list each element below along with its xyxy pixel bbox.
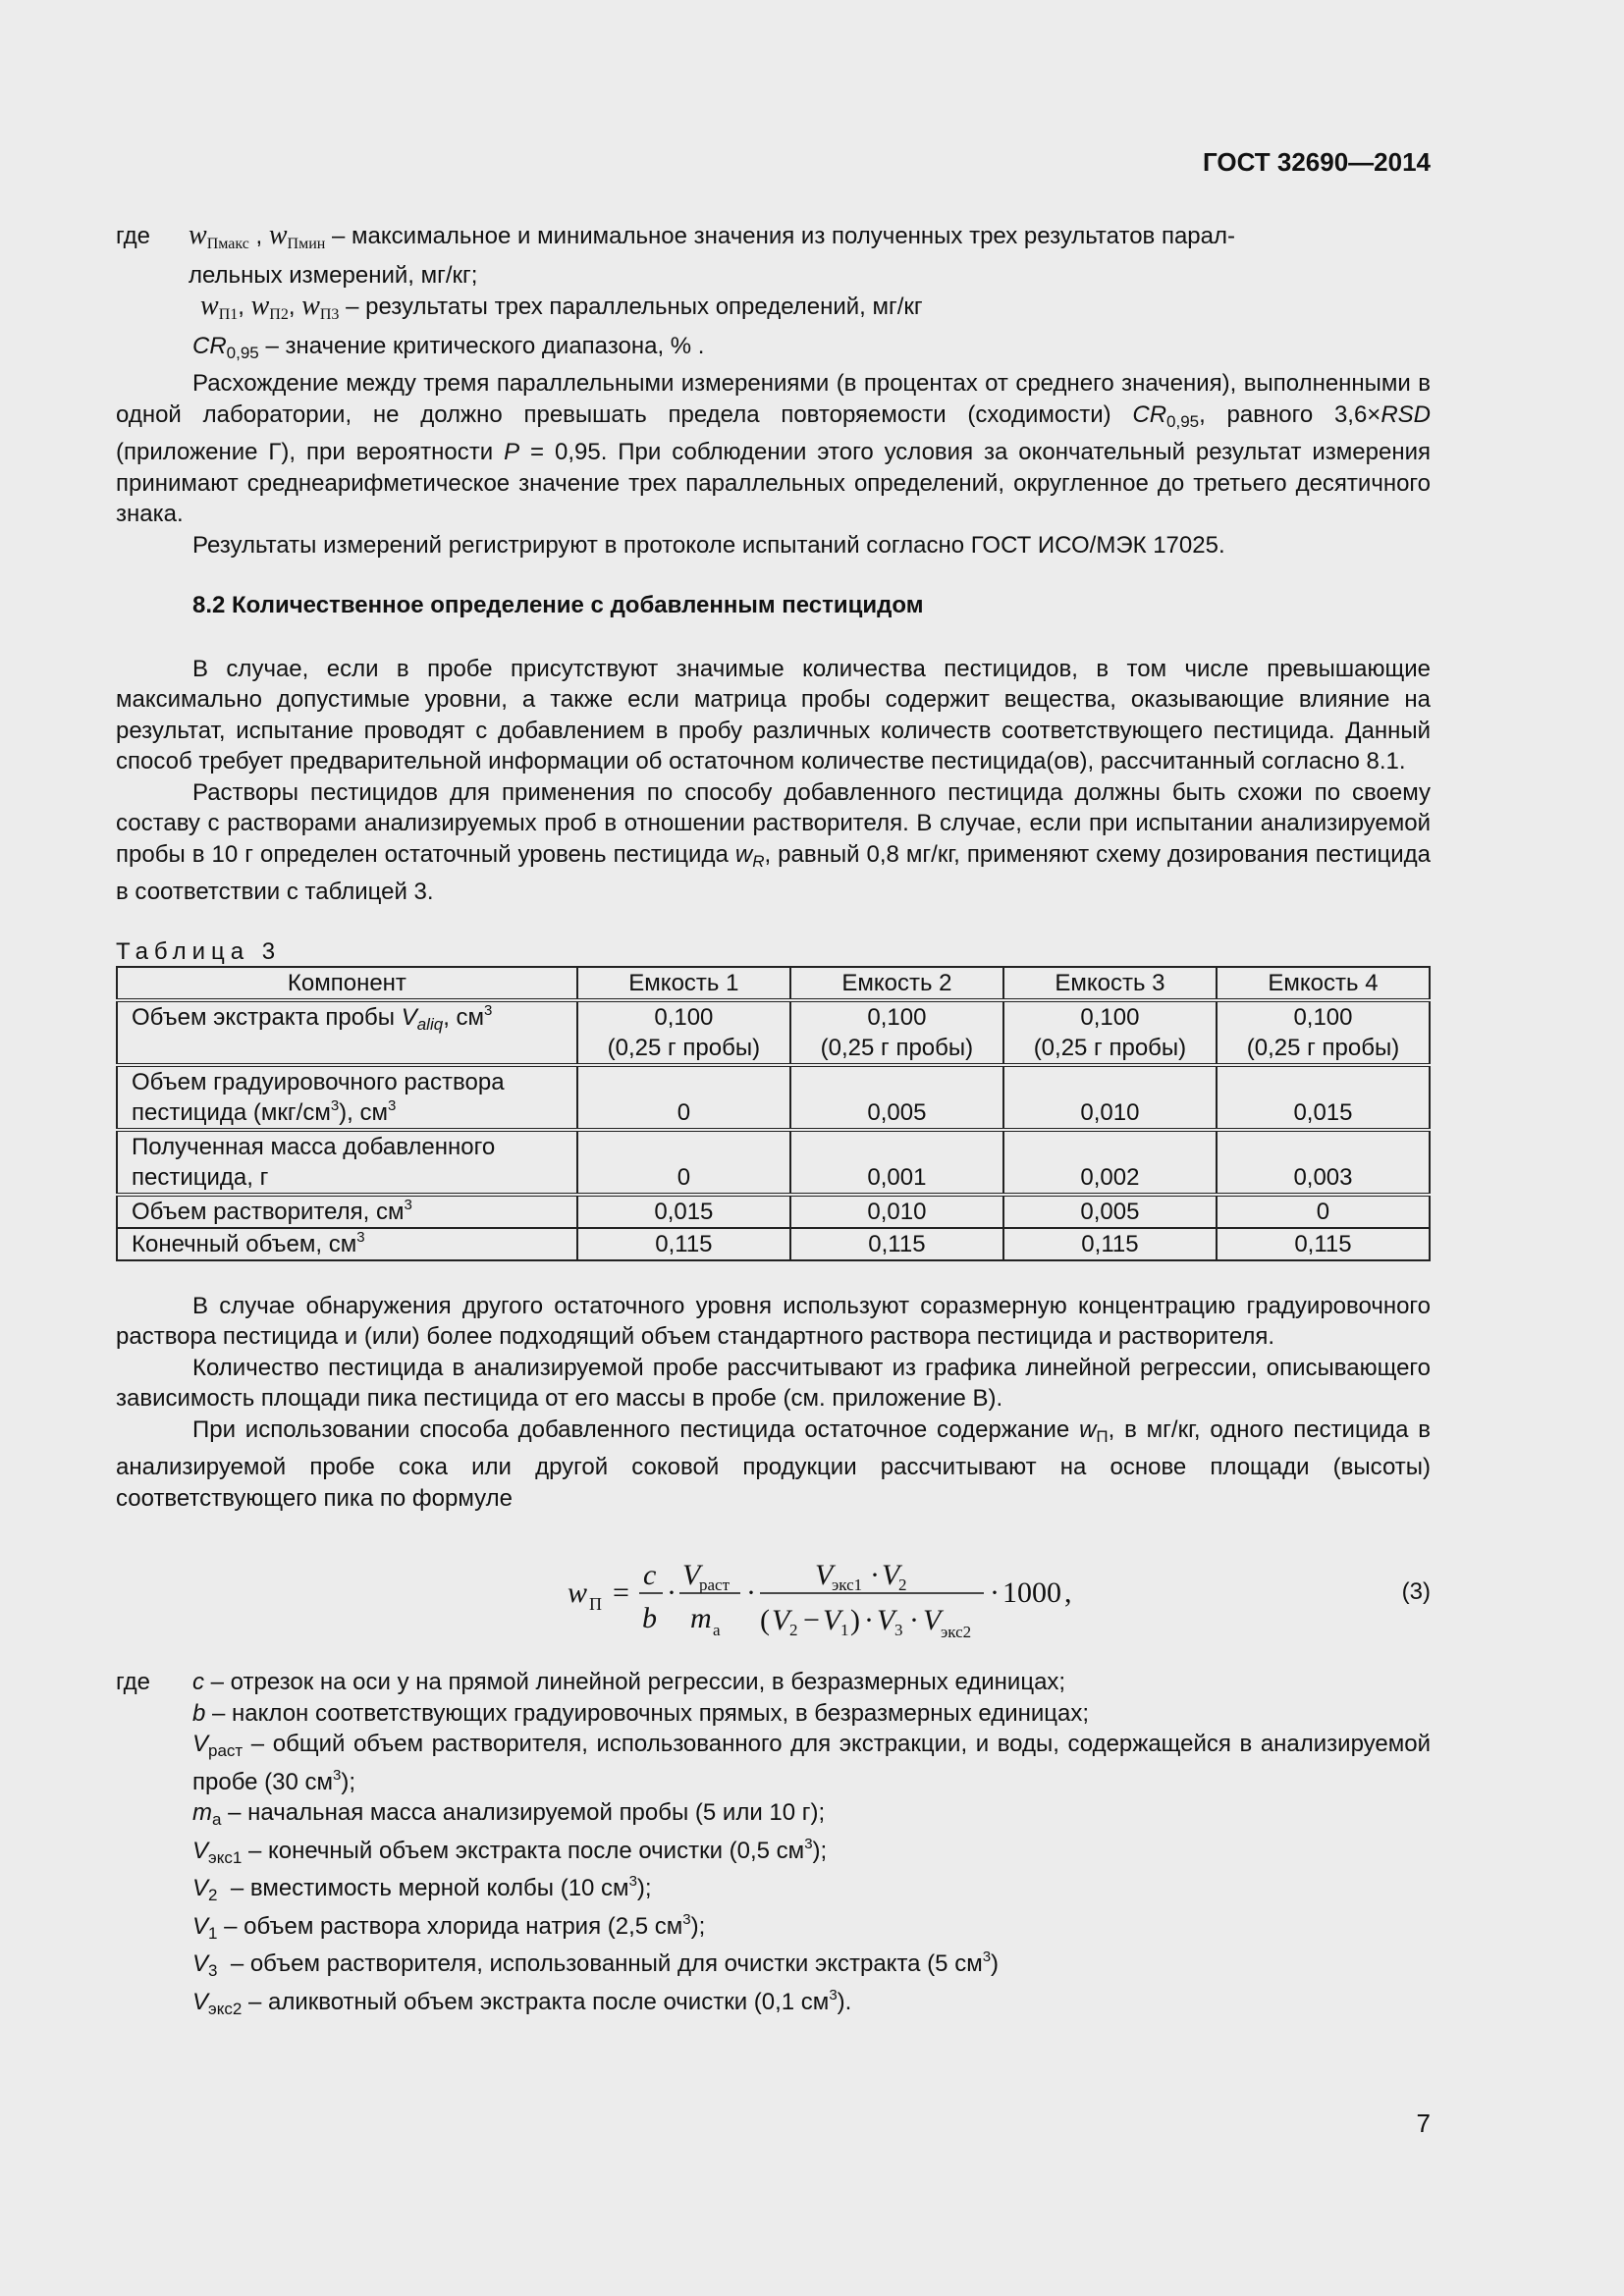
paragraph-other-level: В случае обнаружения другого остаточного уровня используют соразмерную концентрацию градуировочного раствора пестицида и (или) более подходящий объем стандартного раствора пестицида и растворителя.: [116, 1292, 1431, 1350]
formula-v2: V: [882, 1559, 900, 1591]
formula-factor: 1000: [1002, 1576, 1061, 1609]
table-cell: 0,100 (0,25 г пробы): [790, 1000, 1003, 1065]
formula-3: [116, 1533, 1431, 1651]
formula-v-rast-sub: раст: [699, 1575, 731, 1594]
formula-comma: ,: [1064, 1576, 1072, 1609]
list-item: $V_{экс2}$ – аликвотный объем экстракта после очистки (0,1 $см^3$).: [192, 1986, 852, 2018]
table-row: [117, 1195, 1430, 1228]
formula-den-v-eks2: V: [923, 1604, 942, 1636]
list-item: b – наклон соответствующих градуировочных прямых, в безразмерных единицах;: [192, 1699, 1090, 1727]
table-cell: 0,115: [577, 1228, 790, 1260]
table-cell: 0,115: [1003, 1228, 1217, 1260]
formula-den-v1-sub: 1: [840, 1621, 849, 1639]
formula-dot: ·: [746, 1576, 756, 1609]
formula-paren-open: (: [760, 1604, 770, 1636]
equation-number: (3): [1401, 1578, 1431, 1605]
table-cell: 0,100 (0,25 г пробы): [577, 1000, 790, 1065]
dosing-table: [116, 966, 1431, 1261]
table-row: [117, 1000, 1430, 1065]
document-header: ГОСТ 32690—2014: [1203, 147, 1431, 177]
table-cell: 0,001: [790, 1130, 1003, 1195]
formula-v-eks1-sub: экс1: [832, 1575, 863, 1594]
where-row-1: [116, 220, 1431, 260]
formula-lhs-sub: П: [589, 1594, 602, 1614]
table-row: [117, 1065, 1430, 1130]
formula-den-v1: V: [823, 1604, 841, 1636]
where-block-2: [116, 1667, 1431, 2024]
paragraph-formula-intro: При использовании способа добавленного пестицида остаточное содержание $w_П$, в мг/кг, одного пестицида в анализируемой пробе сока или другой соковой продукции рассчитывают на основе площади (высоты) соответствующего пика по формуле: [116, 1415, 1431, 1512]
table-row-label: Полученная масса добавленного пестицида, г: [117, 1130, 577, 1195]
formula-v-rast: V: [682, 1559, 701, 1591]
section-heading-8-2: 8.2 Количественное определение с добавленным пестицидом: [192, 592, 924, 618]
table-row: [117, 1228, 1430, 1260]
formula-lhs: w: [568, 1576, 588, 1609]
paragraph-added-pesticide: В случае, если в пробе присутствуют значимые количества пестицидов, в том числе превышающие максимально допустимые уровни, а также если матрица пробы содержит вещества, оказывающие влияние на результат, испытание проводят с добавлением в пробу различных количеств соответствующего пестицида. Данный способ требует предварительной информации об остаточном количестве пестицида(ов), рассчитанный согласно 8.1.: [116, 655, 1431, 774]
variable-def-w123: $w_{П1}$, $w_{П2}$, $w_{П3}$ – результаты трех параллельных определений, мг/кг: [200, 291, 923, 323]
table-cell: 0: [577, 1130, 790, 1195]
formula-equals: =: [613, 1576, 629, 1609]
page-number: 7: [1416, 2109, 1431, 2138]
table-header-cell: Компонент: [117, 967, 577, 1000]
list-item: c – отрезок на оси у на прямой линейной регрессии, в безразмерных единицах;: [192, 1669, 1066, 1695]
list-item: $V_1$ – объем раствора хлорида натрия (2,5 $см^3$);: [192, 1910, 706, 1943]
page-content: [116, 220, 1431, 2024]
formula-b: b: [642, 1602, 657, 1634]
formula-den-v3-sub: 3: [894, 1621, 903, 1639]
formula-den-v-eks2-sub: экс2: [941, 1623, 972, 1641]
formula-v-eks1: V: [815, 1559, 834, 1591]
formula-v2-sub: 2: [898, 1575, 907, 1594]
table-cell: 0,010: [1003, 1065, 1217, 1130]
formula-den-v2: V: [772, 1604, 790, 1636]
table-row-label: Объем растворителя, $см^3$: [117, 1195, 577, 1228]
list-item: $V_{экс1}$ – конечный объем экстракта после очистки (0,5 $см^3$);: [192, 1835, 828, 1867]
variable-def-cr: $CR_{0,95}$ – значение критического диапазона, % .: [192, 332, 705, 362]
formula-den-v2-sub: 2: [789, 1621, 798, 1639]
table-header-row: [117, 967, 1430, 1000]
formula-dot: ·: [990, 1576, 1000, 1609]
table-caption: Таблица 3: [116, 937, 282, 965]
paragraph-solutions: Растворы пестицидов для применения по способу добавленного пестицида должны быть схожи по своему составу с растворами анализируемых проб в отношении растворителя. В случае, если при испытании анализируемой пробы в 10 г определен остаточный уровень пестицида $w_R$, равный 0,8 мг/кг, применяют схему дозирования пестицида в соответствии с таблицей 3.: [116, 778, 1431, 905]
formula-m-a: m: [690, 1602, 712, 1634]
formula-dot: ·: [909, 1604, 919, 1636]
table-header-cell: Емкость 3: [1003, 967, 1217, 1000]
table-cell: 0,100 (0,25 г пробы): [1003, 1000, 1217, 1065]
table-cell: 0: [1217, 1195, 1430, 1228]
variable-definitions: [192, 1667, 1431, 2024]
table-cell: 0: [577, 1065, 790, 1130]
table-cell: 0,115: [1217, 1228, 1430, 1260]
list-item: $V_{раст}$ – общий объем растворителя, использованного для экстракции, и воды, содержащейся в анализируемой пробе (30 $см^3$);: [192, 1731, 1431, 1795]
paragraph-regression: Количество пестицида в анализируемой пробе рассчитывают из графика линейной регрессии, описывающего зависимость площади пика пестицида от его массы в пробе (см. приложение В).: [116, 1354, 1431, 1412]
formula-minus: −: [803, 1604, 820, 1636]
table-row-label: Конечный объем, $см^3$: [117, 1228, 577, 1260]
table-cell: 0,015: [1217, 1065, 1430, 1130]
table-cell: 0,003: [1217, 1130, 1430, 1195]
table-cell: 0,015: [577, 1195, 790, 1228]
where-label: где: [116, 223, 151, 249]
formula-3-graphic: [116, 1533, 1431, 1651]
table-cell: 0,005: [790, 1065, 1003, 1130]
formula-paren-close: ): [850, 1604, 860, 1636]
formula-c: c: [643, 1559, 657, 1591]
table-cell: 0,115: [790, 1228, 1003, 1260]
list-item: $m_a$ – начальная масса анализируемой пробы (5 или 10 г);: [192, 1799, 826, 1829]
table-cell: 0,010: [790, 1195, 1003, 1228]
paragraph-protocol: Результаты измерений регистрируют в протоколе испытаний согласно ГОСТ ИСО/МЭК 17025.: [192, 531, 1225, 559]
variable-def-wmax-wmin: $w_{Пмакс}$ , $w_{Пмин}$ – максимальное и минимальное значения из полученных трех результатов парал-: [189, 220, 1235, 252]
formula-dot: ·: [864, 1604, 874, 1636]
formula-dot: ·: [667, 1576, 677, 1609]
variable-def-wmax-cont: лельных измерений, мг/кг;: [189, 261, 478, 289]
formula-den-v3: V: [877, 1604, 895, 1636]
table-row-label: Объем градуировочного раствора пестицида $(мкг/см^3)$, $см^3$: [117, 1065, 577, 1130]
list-item: $V_2$ – вместимость мерной колбы (10 $см^3$);: [192, 1873, 652, 1904]
table-row-label: Объем экстракта пробы $V_{aliq}$, $см^3$: [117, 1000, 577, 1065]
where-label: где: [116, 1669, 151, 1695]
table-header-cell: Емкость 4: [1217, 967, 1430, 1000]
formula-dot: ·: [870, 1559, 880, 1591]
table-header-cell: Емкость 1: [577, 967, 790, 1000]
paragraph-repeatability: Расхождение между тремя параллельными измерениями (в процентах от среднего значения), выполненными в одной лаборатории, не должно превышать предела повторяемости (сходимости) $CR_{0,95}$, равного 3,6×RSD (приложение Г), при вероятности P = 0,95. При соблюдении этого условия за окончательный результат измерения принимают среднеарифметическое значение трех параллельных определений, округленное до третьего десятичного знака.: [116, 370, 1431, 527]
table-cell: 0,100 (0,25 г пробы): [1217, 1000, 1430, 1065]
table-header-cell: Емкость 2: [790, 967, 1003, 1000]
table-cell: 0,005: [1003, 1195, 1217, 1228]
formula-m-a-sub: а: [713, 1621, 721, 1639]
list-item: $V_3$ – объем растворителя, использованный для очистки экстракта (5 $см^3$): [192, 1949, 1000, 1980]
table-row: [117, 1130, 1430, 1195]
table-cell: 0,002: [1003, 1130, 1217, 1195]
